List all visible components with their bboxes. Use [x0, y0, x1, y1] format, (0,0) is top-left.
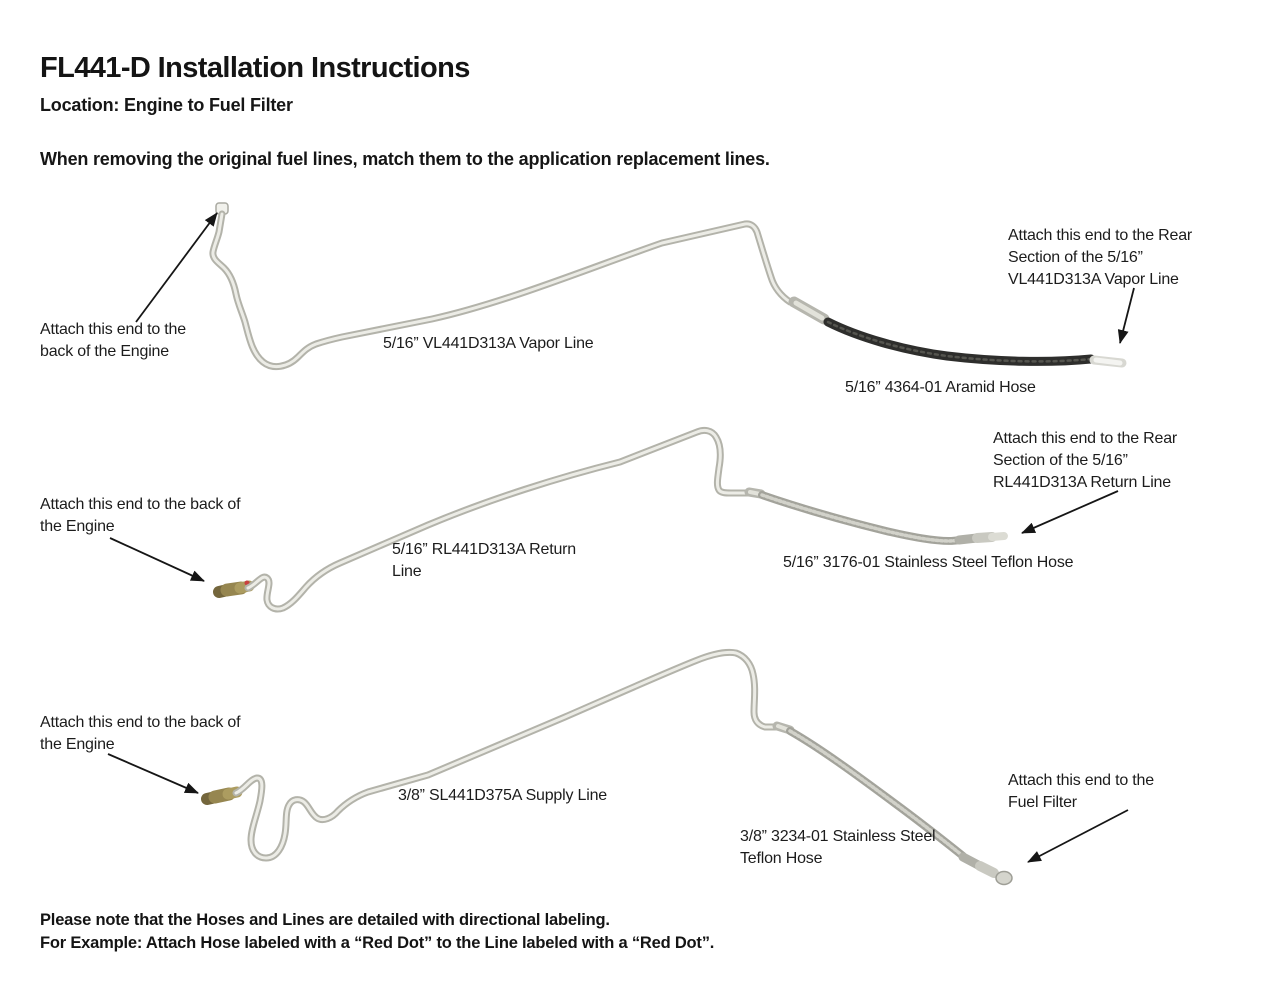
supply-line-label: [398, 785, 607, 807]
vapor-rear-arrow: [1120, 288, 1134, 343]
callout-line: VL441D313A Vapor Line: [1008, 271, 1179, 288]
return-line-diagram: [110, 430, 1118, 609]
footer-note-line: For Example: Attach Hose labeled with a “Red Dot” to the Line labeled with a “Red Dot”.: [40, 934, 715, 952]
callout-line: Fuel Filter: [1008, 794, 1077, 811]
callout-line: Attach this end to the back of: [40, 714, 241, 731]
supply-hose-label: [740, 826, 935, 870]
label-line: Teflon Hose: [740, 850, 823, 867]
callout-line: Attach this end to the Rear: [993, 430, 1178, 447]
label-line: 5/16” 3176-01 Stainless Steel Teflon Hose: [783, 554, 1074, 571]
callout-line: Attach this end to the back of: [40, 496, 241, 513]
footer-note: [40, 909, 714, 955]
supply-line-diagram: [108, 652, 1128, 884]
callout-line: back of the Engine: [40, 343, 169, 360]
callout-line: the Engine: [40, 518, 115, 535]
aramid-hose: [828, 322, 1091, 361]
label-line: 5/16” VL441D313A Vapor Line: [383, 335, 594, 352]
teflon-hose-label: [783, 552, 1073, 574]
label-line: 3/8” SL441D375A Supply Line: [398, 787, 607, 804]
vapor-rear-callout: [1008, 225, 1192, 291]
vapor-engine-arrow: [136, 213, 217, 322]
footer-note-line: Please note that the Hoses and Lines are detailed with directional labeling.: [40, 911, 610, 929]
label-line: 3/8” 3234-01 Stainless Steel: [740, 828, 936, 845]
vapor-line-label: [383, 333, 593, 355]
callout-line: Section of the 5/16”: [993, 452, 1128, 469]
callout-line: Attach this end to the Rear: [1008, 227, 1193, 244]
callout-line: RL441D313A Return Line: [993, 474, 1171, 491]
return-rear-callout: [993, 428, 1177, 494]
callout-line: Section of the 5/16”: [1008, 249, 1143, 266]
location-subtitle: Location: Engine to Fuel Filter: [40, 95, 293, 115]
callout-line: the Engine: [40, 736, 115, 753]
intro-text: When removing the original fuel lines, match them to the application replacement lines.: [40, 149, 770, 169]
callout-line: Attach this end to the: [40, 321, 186, 338]
supply-engine-callout: [40, 712, 240, 756]
supply-fuel-filter-arrow: [1028, 810, 1128, 862]
label-line: 5/16” 4364-01 Aramid Hose: [845, 379, 1036, 396]
return-line-label: [392, 539, 576, 583]
page-title: FL441-D Installation Instructions: [40, 52, 470, 84]
return-engine-arrow: [110, 538, 204, 581]
label-line: Line: [392, 563, 422, 580]
label-line: 5/16” RL441D313A Return: [392, 541, 576, 558]
callout-line: Attach this end to the: [1008, 772, 1154, 789]
fuel-filter-end-fitting: [996, 872, 1012, 885]
aramid-hose-label: [845, 377, 1036, 399]
fuel-filter-callout: [1008, 770, 1154, 814]
supply-engine-arrow: [108, 754, 198, 793]
stainless-teflon-hose: [762, 495, 959, 541]
return-engine-callout: [40, 494, 240, 538]
return-rear-arrow: [1022, 491, 1118, 533]
supply-steel-line: [236, 652, 777, 858]
vapor-engine-callout: [40, 319, 186, 363]
vapor-line-diagram: [136, 203, 1134, 367]
